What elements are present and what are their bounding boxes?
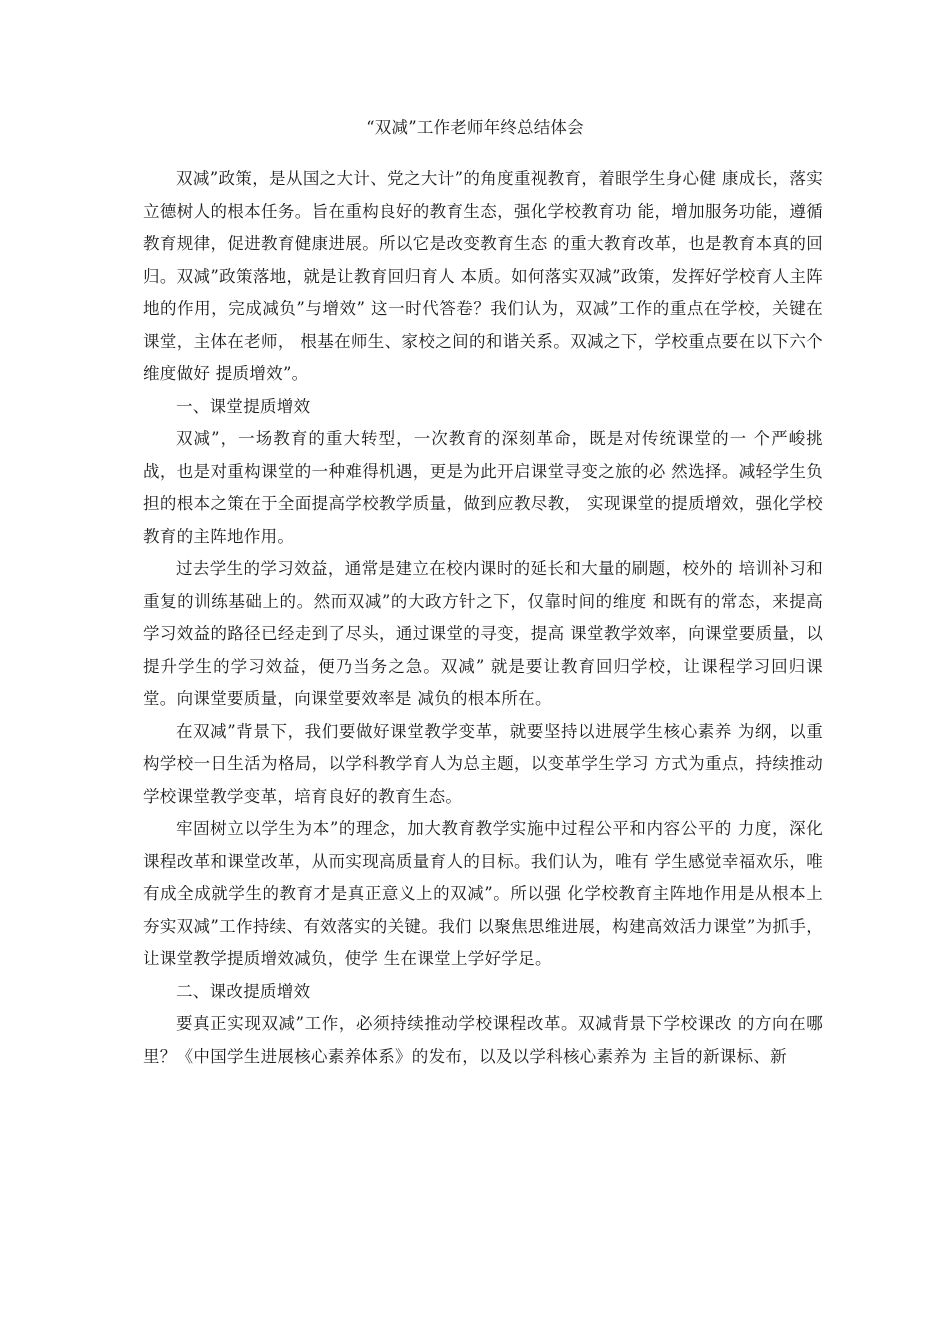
section-heading-2: 二、课改提质增效 <box>176 981 311 1001</box>
paragraph: 过去学生的学习效益，通常是建立在校内课时的延长和大量的刷题，校外的 培训补习和重复的训练基础上的。然而双减”的大政方针之下，仅靠时间的维度 和既有的常态，来提高学习效益的路径已经走到了尽头，通过课堂的寻变，提高 课堂教学效率，向课堂要质量，以提升学生的学习效益，便乃当务之急。双减” 就是要让教育回归学校，让课程学习回归课堂。向课堂要质量，向课堂要效率是 减负的根本所在。 <box>143 559 823 708</box>
paragraph-intro: 双减”政策，是从国之大计、党之大计”的角度重视教育，着眼学生身心健 康成长，落实立德树人的根本任务。旨在重构良好的教育生态，强化学校教育功 能，增加服务功能，遵循教育规律，促进教育健康进展。所以它是改变教育生态 的重大教育改革，也是教育本真的回归。双减”政策落地，就是让教育回归育人 本质。如何落实双减”政策，发挥好学校育人主阵地的作用，完成减负”与增效” 这一时代答卷？我们认为，双减”工作的重点在学校，关键在课堂，主体在老师， 根基在师生、家校之间的和谐关系。双减之下，学校重点要在以下六个维度做好 提质增效”。 <box>143 169 823 383</box>
document-body <box>143 163 823 1073</box>
section-heading-1: 一、课堂提质增效 <box>176 396 311 416</box>
paragraph: 牢固树立以学生为本”的理念，加大教育教学实施中过程公平和内容公平的 力度，深化课程改革和课堂改革，从而实现高质量育人的目标。我们认为，唯有 学生感觉幸福欢乐，唯有成全成就学生的教育才是真正意义上的双减”。所以强 化学校教育主阵地作用是从根本上夯实双减”工作持续、有效落实的关键。我们 以聚焦思维进展，构建高效活力课堂”为抓手，让课堂教学提质增效减负，使学 生在课堂上学好学足。 <box>143 819 823 968</box>
paragraph: 在双减”背景下，我们要做好课堂教学变革，就要坚持以进展学生核心素养 为纲，以重构学校一日生活为格局，以学科教学育人为总主题，以变革学生学习 方式为重点，持续推动学校课堂教学变革，培育良好的教育生态。 <box>143 721 823 806</box>
document-title: “双减”工作老师年终总结体会 <box>366 118 584 137</box>
paragraph: 双减”，一场教育的重大转型，一次教育的深刻革命，既是对传统课堂的一 个严峻挑战，也是对重构课堂的一种难得机遇，更是为此开启课堂寻变之旅的必 然选择。减轻学生负担的根本之策在于全面提高学校教学质量，做到应教尽教， 实现课堂的提质增效，强化学校教育的主阵地作用。 <box>143 429 823 546</box>
paragraph: 要真正实现双减”工作，必须持续推动学校课程改革。双减背景下学校课改 的方向在哪里？《中国学生进展核心素养体系》的发布，以及以学科核心素养为 主旨的新课标、新 <box>143 1014 823 1066</box>
